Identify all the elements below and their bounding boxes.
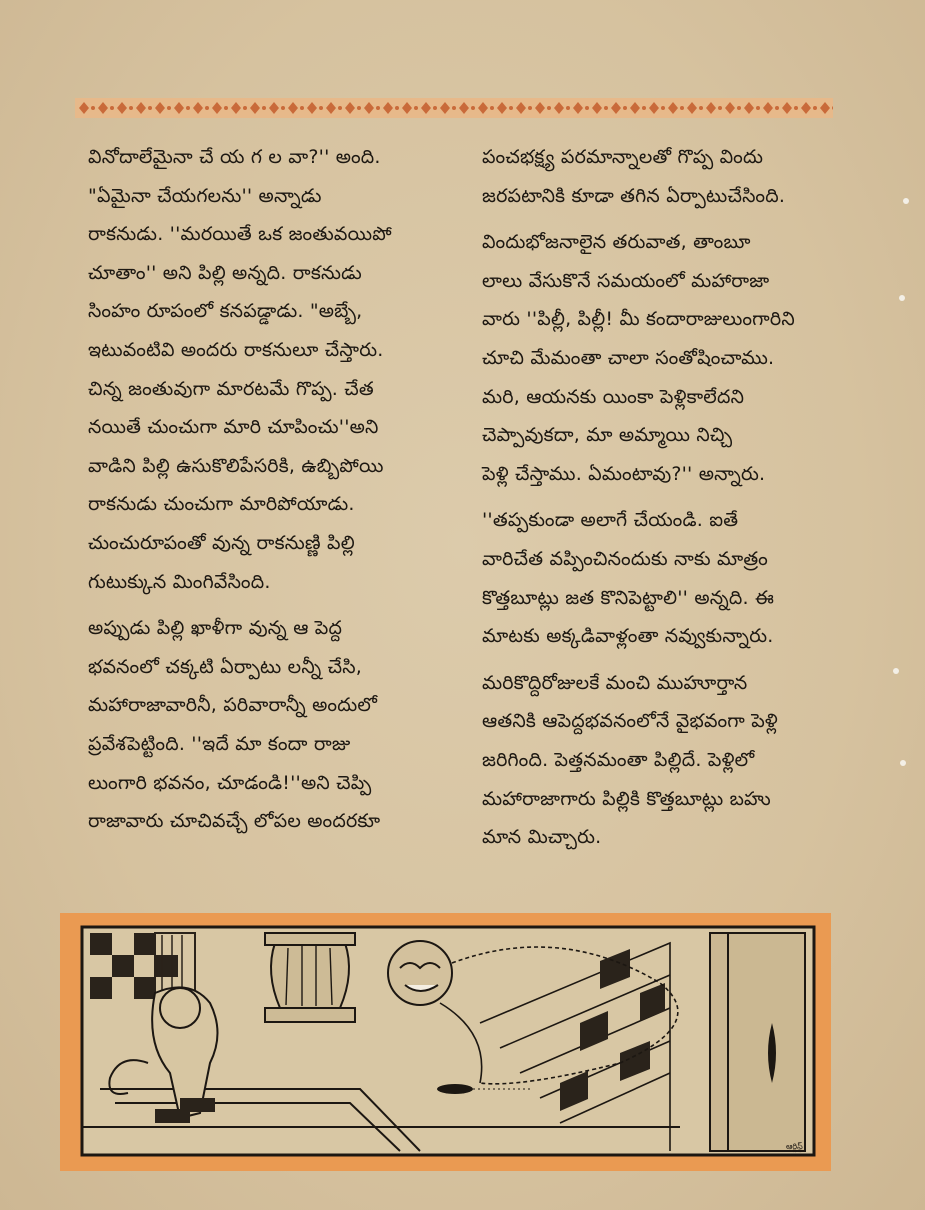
decorative-border-icon (75, 98, 833, 118)
text-line: వాడిని పిల్లి ఉసుకొలిపేసరికి, ఉబ్బిపోయి (88, 454, 384, 477)
ornament-dot (718, 106, 722, 110)
ornament-dot (471, 106, 475, 110)
ornament-mark (288, 102, 298, 114)
text-line: చిన్న జంతువుగా మారటమే గొప్ప. చేత (88, 377, 374, 400)
ornament-dot (91, 106, 95, 110)
text-line: పెళ్లి చేస్తాము. ఏమంటావు?'' అన్నారు. (482, 462, 766, 485)
ornament-mark (820, 102, 830, 114)
paragraph-gap (88, 601, 440, 609)
cat-and-demon-illustration-icon (60, 913, 831, 1171)
ornament-mark (345, 102, 355, 114)
text-line: రాజావారు చూచివచ్చే లోపల అందరకూ (88, 810, 381, 833)
ornament-mark (79, 102, 89, 114)
ornament-mark (725, 102, 735, 114)
text-line: మాటకు అక్కడివాళ్లంతా నవ్వుకున్నారు. (482, 625, 774, 648)
ornament-mark (535, 102, 545, 114)
text-line: ఆతనికి ఆపెద్దభవనంలోనే వైభవంగా పెళ్లి (482, 710, 778, 733)
ornament-mark (98, 102, 108, 114)
ornament-dot (699, 106, 703, 110)
ornament-mark (497, 102, 507, 114)
ornament-mark (459, 102, 469, 114)
ornament-mark (421, 102, 431, 114)
ornament-dot (319, 106, 323, 110)
text-line: వారు ''పిల్లీ, పిల్లీ! మీ కందారాజులుంగారిని (482, 308, 795, 331)
ornament-dot (376, 106, 380, 110)
paper-speck (903, 198, 909, 204)
ornament-mark (687, 102, 697, 114)
ornament-dot (300, 106, 304, 110)
ornament-mark (402, 102, 412, 114)
ornament-dot (110, 106, 114, 110)
ornament-dot (338, 106, 342, 110)
ornament-mark (782, 102, 792, 114)
text-line: గుటుక్కున మింగివేసింది. (88, 570, 271, 593)
ornament-dot (737, 106, 741, 110)
text-line: జరిగింది. పెత్తనమంతా పిల్లిదే. పెళ్లిలో (482, 748, 755, 771)
ornament-dot (775, 106, 779, 110)
ornament-dot (414, 106, 418, 110)
text-line: ప్రవేశపెట్టింది. ''ఇదే మా కందా రాజు (88, 732, 351, 755)
text-line: మహారాజాగారు పిల్లికి కొత్తబూట్లు బహు (482, 787, 771, 810)
ornament-dot (433, 106, 437, 110)
ornament-mark (155, 102, 165, 114)
ornament-mark (440, 102, 450, 114)
text-line: భవనంలో చక్కటి ఏర్పాటు లన్నీ చేసి, (88, 655, 363, 678)
ornament-mark (801, 102, 811, 114)
ornament-mark (364, 102, 374, 114)
text-line: జరపటానికి కూడా తగిన ఏర్పాటుచేసింది. (482, 184, 786, 207)
text-line: చెప్పావుకదా, మా అమ్మాయి నిచ్చి (482, 424, 733, 447)
artist-signature: ఆర్టిస్ట్ (786, 1142, 803, 1151)
text-line: "ఏమైనా చేయగలను'' అన్నాడు (88, 184, 322, 207)
text-line: మహారాజావారినీ, పరివారాన్నీ అందులో (88, 694, 378, 717)
ornament-dot (566, 106, 570, 110)
ornament-mark (592, 102, 602, 114)
ornament-mark (763, 102, 773, 114)
ornament-dot (832, 106, 833, 110)
text-line: ఇటువంటివి అందరు రాకనులూ చేస్తారు. (88, 338, 384, 361)
text-line: నయితే చుంచుగా మారి చూపించు''అని (88, 416, 379, 439)
ornament-mark (554, 102, 564, 114)
ornament-dot (262, 106, 266, 110)
text-line: వారిచేత వప్పించినందుకు నాకు మాత్రం (482, 547, 768, 570)
ornament-dot (528, 106, 532, 110)
ornament-mark (231, 102, 241, 114)
ornament-mark (212, 102, 222, 114)
left-text-column (88, 138, 440, 841)
text-line: కొత్తబూట్లు జత కొనిపెట్టాలి'' అన్నది. ఈ (482, 586, 775, 609)
ornament-dot (281, 106, 285, 110)
text-line: విందుభోజనాలైన తరువాత, తాంబూ (482, 231, 751, 254)
ornament-mark (117, 102, 127, 114)
paragraph-gap (482, 215, 832, 223)
ornament-dot (794, 106, 798, 110)
ornament-mark (573, 102, 583, 114)
ornament-dot (680, 106, 684, 110)
ornament-mark (269, 102, 279, 114)
ornament-dot (509, 106, 513, 110)
paper-speck (899, 295, 905, 301)
ornament-mark (744, 102, 754, 114)
text-line: మాన మిచ్చారు. (482, 826, 602, 849)
ornament-mark (193, 102, 203, 114)
ornament-mark (307, 102, 317, 114)
ornament-dot (167, 106, 171, 110)
ornament-mark (611, 102, 621, 114)
ornament-dot (756, 106, 760, 110)
ornament-mark (478, 102, 488, 114)
ornament-mark (326, 102, 336, 114)
ornament-dot (623, 106, 627, 110)
paragraph-gap (482, 656, 832, 664)
text-line: మరి, ఆయనకు యింకా పెళ్లికాలేదని (482, 385, 745, 408)
ornament-dot (395, 106, 399, 110)
ornament-mark (250, 102, 260, 114)
paper-speck (893, 668, 899, 674)
ornament-dot (813, 106, 817, 110)
ornament-dot (186, 106, 190, 110)
text-line: రాకనుడు చుంచుగా మారిపోయాడు. (88, 493, 355, 516)
text-line: సింహం రూపంలో కనపడ్డాడు. "అబ్బే, (88, 300, 363, 323)
ornament-mark (383, 102, 393, 114)
ornament-mark (516, 102, 526, 114)
ornament-dot (547, 106, 551, 110)
ornament-dot (224, 106, 228, 110)
ornament-mark (174, 102, 184, 114)
ornament-dot (357, 106, 361, 110)
ornament-mark (649, 102, 659, 114)
paper-speck (900, 760, 906, 766)
text-line: చూచి మేమంతా చాలా సంతోషించాము. (482, 346, 775, 369)
ornament-dot (129, 106, 133, 110)
text-line: ''తప్పకుండా అలాగే చేయండి. ఐతే (482, 509, 739, 532)
ornament-dot (148, 106, 152, 110)
text-line: లాలు వేసుకొనే సమయంలో మహారాజా (482, 269, 770, 292)
ornament-dot (642, 106, 646, 110)
text-line: లుంగారి భవనం, చూడండి!''అని చెప్పి (88, 771, 372, 794)
ornament-dot (452, 106, 456, 110)
text-line: చుంచురూపంతో వున్న రాకనుణ్ణి పిల్లి (88, 531, 355, 554)
ornament-dot (205, 106, 209, 110)
ornament-mark (706, 102, 716, 114)
ornament-dot (490, 106, 494, 110)
ornament-mark (630, 102, 640, 114)
text-line: వినోదాలేమైనా చే య గ ల వా?'' అంది. (88, 146, 381, 168)
paragraph-gap (482, 493, 832, 501)
ornament-dot (585, 106, 589, 110)
ornament-mark (136, 102, 146, 114)
text-line: అప్పుడు పిల్లి ఖాళీగా వున్న ఆ పెద్ద (88, 617, 343, 640)
ornament-dot (604, 106, 608, 110)
ornament-mark (668, 102, 678, 114)
ornament-dot (661, 106, 665, 110)
text-line: చూతాం'' అని పిల్లి అన్నది. రాకనుడు (88, 261, 362, 284)
right-text-column (482, 138, 832, 857)
text-line: పంచభక్ష్య పరమాన్నాలతో గొప్ప విందు (482, 146, 764, 168)
ornament-dot (243, 106, 247, 110)
text-line: రాకనుడు. ''మరయితే ఒక జంతువయిపో (88, 223, 392, 246)
text-line: మరికొద్దిరోజులకే మంచి ముహూర్తాన (482, 671, 748, 694)
